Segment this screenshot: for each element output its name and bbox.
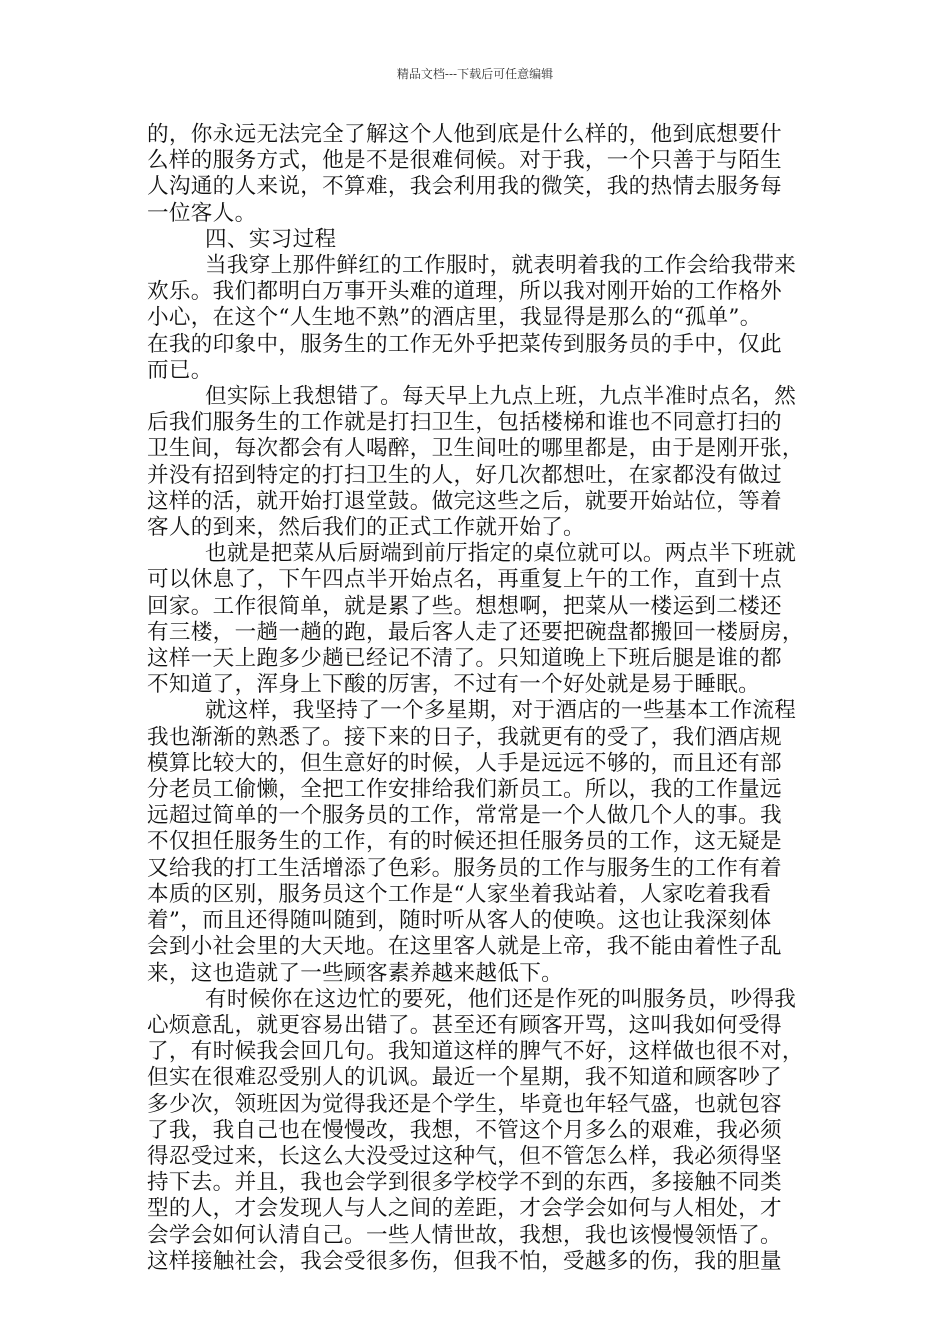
- text-line: 可以休息了，下午四点半开始点名，再重复上午的工作，直到十点: [147, 567, 782, 593]
- text-line: 了，有时候我会回几句。我知道这样的脾气不好，这样做也很不对，: [147, 1039, 804, 1065]
- text-line: 欢乐。我们都明白万事开头难的道理，所以我对刚开始的工作格外: [147, 279, 782, 305]
- text-line: 会到小社会里的大天地。在这里客人就是上帝，我不能由着性子乱: [147, 934, 782, 960]
- text-line: 但实在很难忍受别人的讥讽。最近一个星期，我不知道和顾客吵了: [147, 1065, 782, 1091]
- text-line: 这样一天上跑多少趟已经记不清了。只知道晚上下班后腿是谁的都: [147, 646, 782, 672]
- text-line: 着”，而且还得随叫随到，随时听从客人的使唤。这也让我深刻体: [147, 908, 772, 934]
- document-body: [147, 122, 809, 1275]
- text-line: 回家。工作很简单，就是累了些。想想啊，把菜从一楼运到二楼还: [147, 593, 782, 619]
- text-line: 远超过简单的一个服务员的工作，常常是一个人做几个人的事。我: [147, 803, 782, 829]
- text-line: 有时候你在这边忙的要死，他们还是作死的叫服务员，吵得我: [205, 986, 797, 1012]
- text-line: 么样的服务方式，他是不是很难伺候。对于我，一个只善于与陌生: [147, 148, 782, 174]
- text-line: 模算比较大的，但生意好的时候，人手是远远不够的，而且还有部: [147, 750, 782, 776]
- text-line: 有三楼，一趟一趟的跑，最后客人走了还要把碗盘都搬回一楼厨房，: [147, 619, 804, 645]
- text-line: 四、实习过程: [205, 226, 337, 252]
- text-line: 心烦意乱，就更容易出错了。甚至还有顾客开骂，这叫我如何受得: [147, 1012, 782, 1038]
- text-line: 后我们服务生的工作就是打扫卫生，包括楼梯和谁也不同意打扫的: [147, 410, 782, 436]
- text-line: 而已。: [147, 357, 213, 383]
- paragraph: [147, 384, 809, 541]
- paragraph: [147, 122, 809, 227]
- text-line: 在我的印象中，服务生的工作无外乎把菜传到服务员的手中，仅此: [147, 331, 782, 357]
- paragraph: [147, 987, 809, 1275]
- text-line: 就这样，我坚持了一个多星期，对于酒店的一些基本工作流程: [205, 698, 797, 724]
- text-line: 卫生间，每次都会有人喝醉，卫生间吐的哪里都是，由于是刚开张，: [147, 436, 804, 462]
- text-line: 持下去。并且，我也会学到很多学校学不到的东西，多接触不同类: [147, 1170, 782, 1196]
- text-line: 客人的到来，然后我们的正式工作就开始了。: [147, 515, 585, 541]
- text-line: 人沟通的人来说，不算难，我会利用我的微笑，我的热情去服务每: [147, 174, 782, 200]
- text-line: 会学会如何认清自己。一些人情世故，我想，我也该慢慢领悟了。: [147, 1222, 782, 1248]
- paragraph: [147, 253, 809, 384]
- text-line: 当我穿上那件鲜红的工作服时，就表明着我的工作会给我带来: [205, 253, 797, 279]
- text-line: 多少次，领班因为觉得我还是个学生，毕竟也年轻气盛，也就包容: [147, 1091, 782, 1117]
- text-line: 也就是把菜从后厨端到前厅指定的桌位就可以。两点半下班就: [205, 541, 797, 567]
- text-line: 但实际上我想错了。每天早上九点上班，九点半准时点名，然: [205, 384, 797, 410]
- text-line: 不知道了，浑身上下酸的厉害，不过有一个好处就是易于睡眠。: [147, 672, 761, 698]
- text-line: 型的人，才会发现人与人之间的差距，才会学会如何与人相处，才: [147, 1196, 782, 1222]
- text-line: 来，这也造就了一些顾客素养越来越低下。: [147, 960, 563, 986]
- text-line: 不仅担任服务生的工作，有的时候还担任服务员的工作，这无疑是: [147, 829, 782, 855]
- text-line: 又给我的打工生活增添了色彩。服务员的工作与服务生的工作有着: [147, 855, 782, 881]
- text-line: 本质的区别，服务员这个工作是“人家坐着我站着，人家吃着我看: [147, 881, 772, 907]
- text-line: 一位客人。: [147, 200, 257, 226]
- page-header: 精品文档---下载后可任意编辑: [396, 67, 554, 81]
- paragraph: [147, 541, 809, 698]
- text-line: 了我，我自己也在慢慢改，我想，不管这个月多么的艰难，我必须: [147, 1117, 782, 1143]
- text-line: 这样的活，就开始打退堂鼓。做完这些之后，就要开始站位，等着: [147, 488, 782, 514]
- paragraph: [147, 227, 809, 253]
- text-line: 得忍受过来，长这么大没受过这种气，但不管怎么样，我必须得坚: [147, 1143, 782, 1169]
- text-line: 我也渐渐的熟悉了。接下来的日子，我就更有的受了，我们酒店规: [147, 724, 782, 750]
- text-line: 小心，在这个“人生地不熟”的酒店里，我显得是那么的“孤单”。: [147, 305, 762, 331]
- text-line: 分老员工偷懒，全把工作安排给我们新员工。所以，我的工作量远: [147, 777, 782, 803]
- text-line: 并没有招到特定的打扫卫生的人，好几次都想吐，在家都没有做过: [147, 462, 782, 488]
- paragraph: [147, 698, 809, 986]
- text-line: 的，你永远无法完全了解这个人他到底是什么样的，他到底想要什: [147, 122, 782, 147]
- text-line: 这样接触社会，我会受很多伤，但我不怕，受越多的伤，我的胆量: [147, 1248, 782, 1274]
